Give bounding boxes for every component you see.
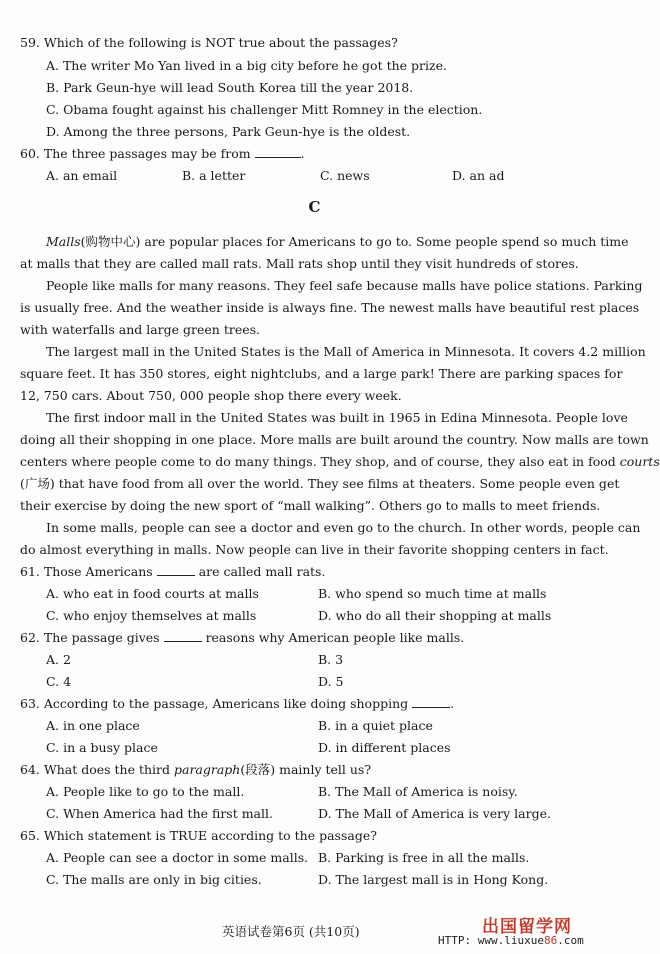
passage-p3-line2: square feet. It has 350 stores, eight nightclubs, and a large park! There are parking spaces for [20, 366, 623, 381]
q65-option-b: B. Parking is free in all the malls. [318, 850, 530, 865]
passage-p3-line3: 12, 750 cars. About 750, 000 people shop there every week. [20, 388, 402, 403]
q65-option-d: D. The largest mall is in Hong Kong. [318, 872, 549, 887]
q59-option-c: C. Obama fought against his challenger Mitt Romney in the election. [46, 102, 483, 117]
q59-option-d: D. Among the three persons, Park Geun-hye is the oldest. [46, 124, 411, 139]
q61-option-b: B. who spend so much time at malls [318, 586, 547, 601]
q64-stem [20, 761, 371, 779]
q64-option-b: B. The Mall of America is noisy. [318, 784, 518, 799]
watermark-logo: 出国留学网 [482, 917, 572, 937]
paragraph-term: paragraph [173, 762, 241, 777]
q63-stem [20, 695, 454, 713]
q62-stem-b: reasons why American people like malls. [205, 630, 465, 645]
q59-stem: 59. Which of the following is NOT true about the passages? [20, 35, 398, 50]
q63-option-c: C. in a busy place [46, 740, 158, 755]
passage-p4-line4: (广场) that have food from all over the world. They see films at theaters. Some people even get [20, 476, 620, 491]
q62-blank [164, 630, 202, 642]
passage-p4-line1: The first indoor mall in the United States was built in 1965 in Edina Minnesota. People love [46, 410, 628, 425]
q60-stem-text: 60. The three passages may be from [20, 146, 251, 161]
passage-p4-line5: their exercise by doing the new sport of “mall walking”. Others go to malls to meet friends. [20, 498, 601, 513]
q63-option-b: B. in a quiet place [318, 718, 433, 733]
q60-stem-end: . [300, 146, 305, 161]
passage-p1-line2: at malls that they are called mall rats. Mall rats shop until they visit hundreds of stores. [20, 256, 579, 271]
q63-option-d: D. in different places [318, 740, 451, 755]
url-part-c: .com [557, 934, 584, 947]
p1-rest: are popular places for Americans to go to. Some people spend so much time [140, 234, 629, 249]
q64-option-a: A. People like to go to the mall. [46, 784, 245, 799]
q62-option-a: A. 2 [46, 652, 71, 667]
q63-blank [412, 696, 450, 708]
q59-option-b: B. Park Geun-hye will lead South Korea till the year 2018. [46, 80, 414, 95]
q60-option-d: D. an ad [452, 168, 505, 183]
q64-option-d: D. The Mall of America is very large. [318, 806, 551, 821]
q61-stem-a: 61. Those Americans [20, 564, 153, 579]
q61-option-c: C. who enjoy themselves at malls [46, 608, 257, 623]
passage-p2-line1: People like malls for many reasons. They feel safe because malls have police stations. Parking [46, 278, 643, 293]
section-label: C [308, 198, 321, 216]
q65-stem: 65. Which statement is TRUE according to the passage? [20, 828, 377, 843]
q60-option-c: C. news [320, 168, 370, 183]
courts-term: courts [619, 454, 660, 469]
passage-p2-line3: with waterfalls and large green trees. [20, 322, 261, 337]
q64-stem-a: 64. What does the third [20, 762, 174, 777]
passage-p5-line2: do almost everything in malls. Now people can live in their favorite shopping centers in fact. [20, 542, 609, 557]
passage-p2-line2: is usually free. And the weather inside is always fine. The newest malls have beautiful rest places [20, 300, 640, 315]
url-part-a: HTTP: www.liuxue [438, 934, 544, 947]
q65-option-a: A. People can see a doctor in some malls. [46, 850, 309, 865]
q64-stem-b: (段落) mainly tell us? [240, 762, 372, 777]
q61-stem [20, 563, 325, 581]
q62-stem-a: 62. The passage gives [20, 630, 160, 645]
q62-option-d: D. 5 [318, 674, 344, 689]
malls-term: Malls [46, 234, 81, 249]
page-footer: 英语试卷第6页 (共10页) [222, 924, 360, 939]
passage-p4-line2: doing all their shopping in one place. More malls are built around the country. Now malls are town [20, 432, 649, 447]
q61-blank [157, 564, 195, 576]
q64-option-c: C. When America had the first mall. [46, 806, 273, 821]
passage-p3-line1: The largest mall in the United States is the Mall of America in Minnesota. It covers 4.2 million [46, 344, 646, 359]
q60-option-a: A. an email [46, 168, 118, 183]
q59-option-a: A. The writer Mo Yan lived in a big city before he got the prize. [46, 58, 447, 73]
passage-p4-line3 [20, 453, 660, 471]
q63-stem-text: 63. According to the passage, Americans like doing shopping [20, 696, 409, 711]
q62-option-b: B. 3 [318, 652, 344, 667]
url-part-b: 86 [543, 934, 558, 947]
p4-l3-text: centers where people come to do many things. They shop, and of course, they also eat in food [20, 454, 620, 469]
q63-stem-end: . [450, 696, 455, 711]
q61-option-a: A. who eat in food courts at malls [46, 586, 259, 601]
q60-stem [20, 145, 305, 163]
q62-stem [20, 629, 464, 647]
q61-option-d: D. who do all their shopping at malls [318, 608, 552, 623]
q60-blank [255, 146, 301, 158]
passage-p5-line1: In some malls, people can see a doctor and even go to the church. In other words, people can [46, 520, 641, 535]
q61-stem-b: are called mall rats. [198, 564, 326, 579]
q60-option-b: B. a letter [182, 168, 246, 183]
q62-option-c: C. 4 [46, 674, 72, 689]
watermark-url [438, 934, 584, 947]
passage-p1-line1 [46, 233, 629, 251]
q63-option-a: A. in one place [46, 718, 140, 733]
malls-cn-gloss: (购物中心) [80, 234, 141, 249]
q65-option-c: C. The malls are only in big cities. [46, 872, 262, 887]
